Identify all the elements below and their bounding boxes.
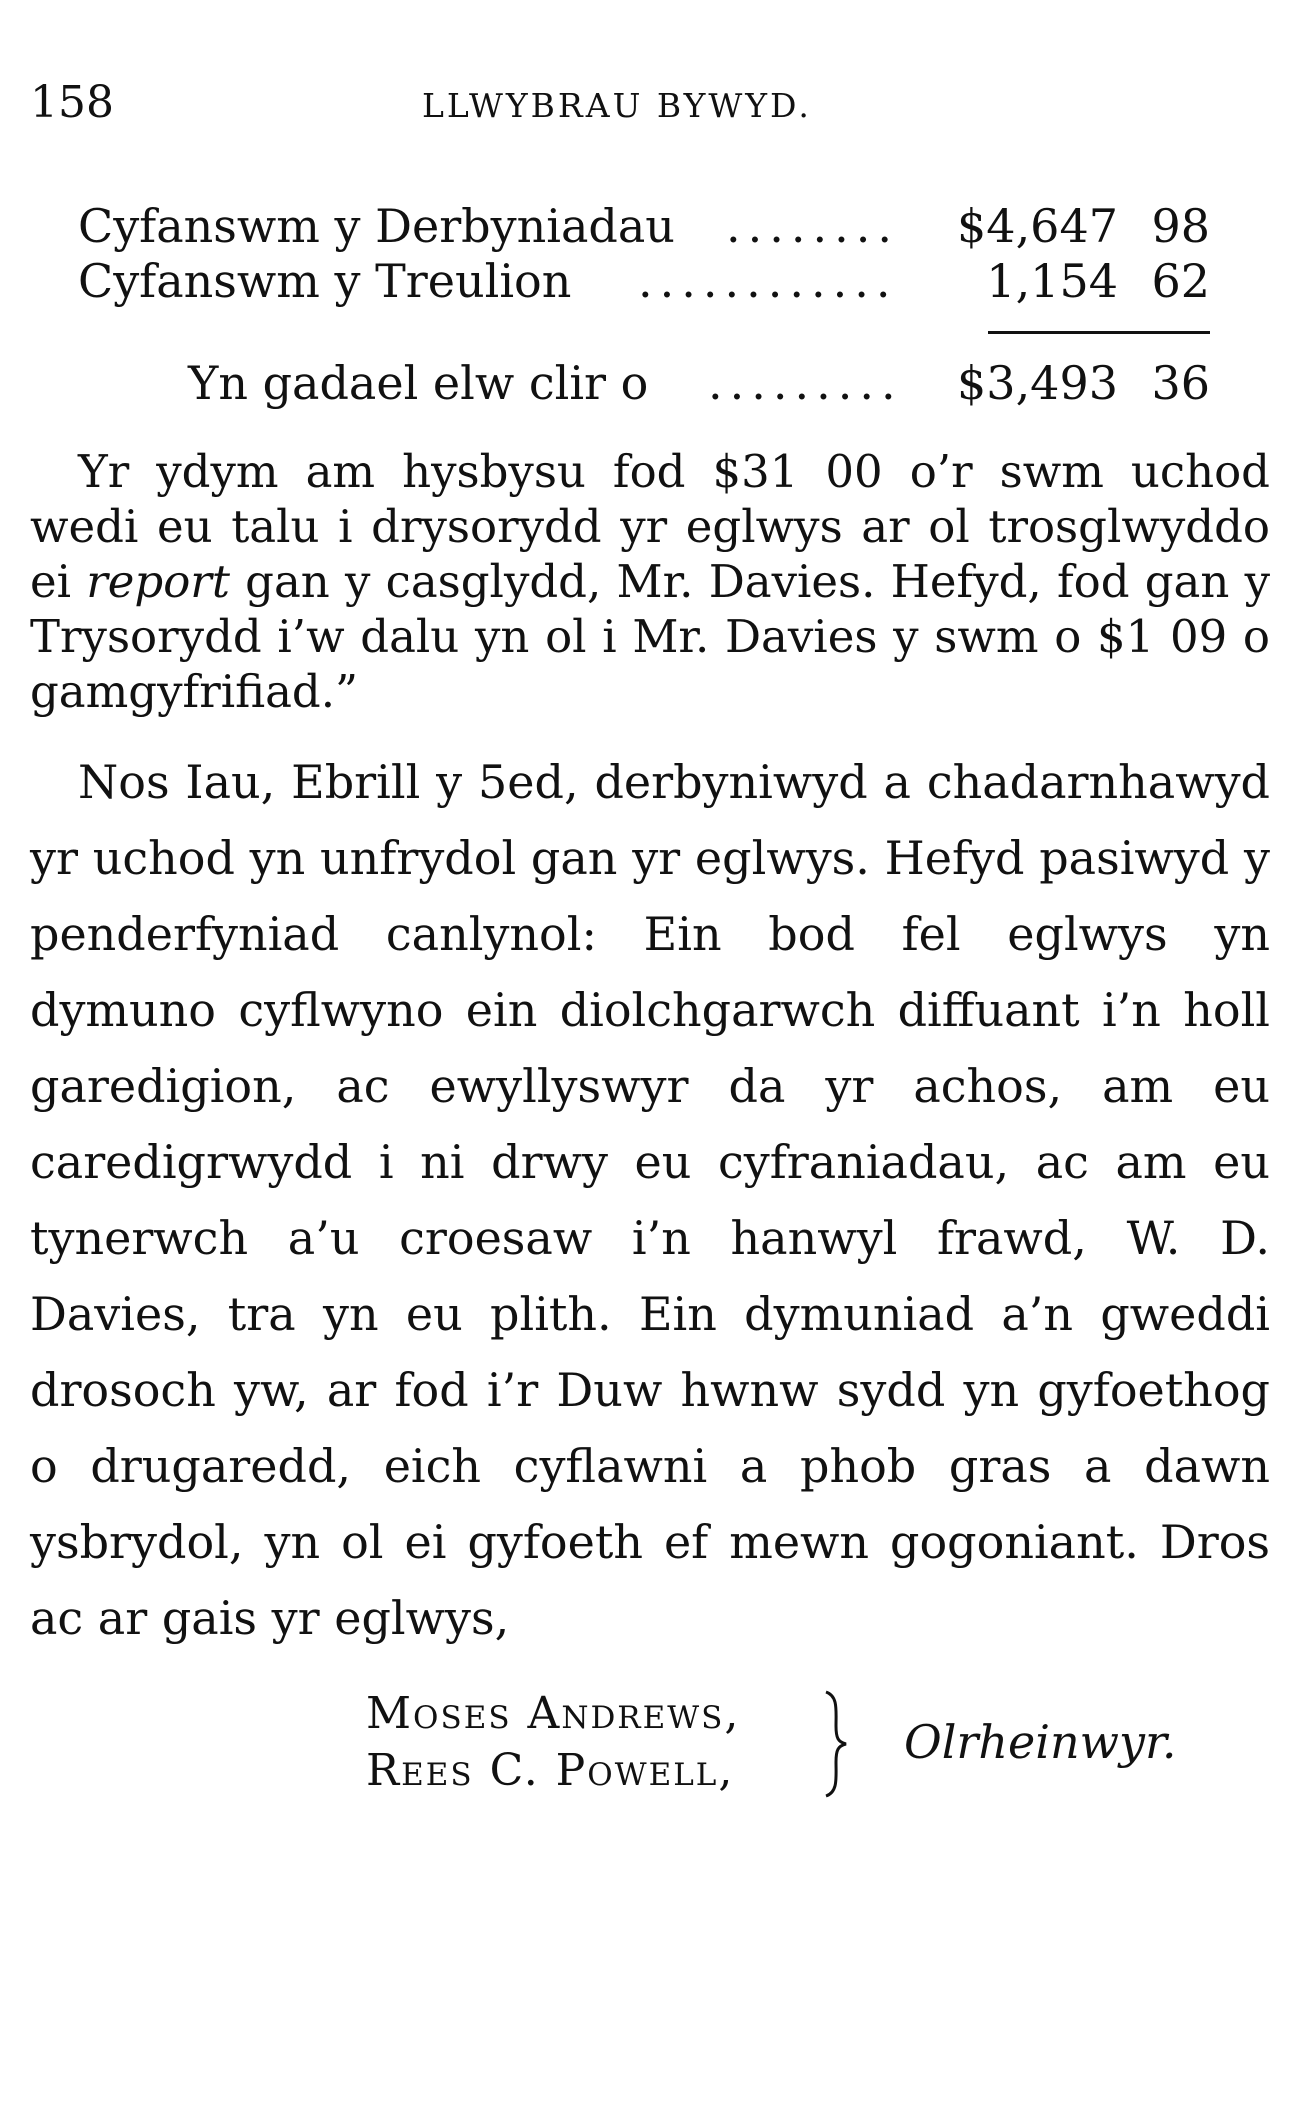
account-dollars: 1,154	[986, 254, 1118, 308]
resolution-paragraph: Nos Iau, Ebrill y 5ed, derbyniwyd a chadarnhawyd yr uchod yn unfrydol gan yr eglwys. Hefyd pasiwyd y penderfyniad canlynol: Ein bod fel eglwys yn dymuno cyflwyno ein diolchgarwch diffuant i’n holl garedigion, ac ewyllyswyr da yr achos, am eu caredigrwydd i ni drwy eu cyfraniadau, ac am eu tynerwch a’u croesaw i’n hanwyl frawd, W. D. Davies, tra yn eu plith. Ein dymuniad a’n gweddi drosoch yw, ar fod i’r Duw hwnw sydd yn gyfoethog o drugaredd, eich cyflawni a phob gras a dawn ysbrydol, yn ol ei gyfoeth ef mewn gogoniant. Dros ac ar gais yr eglwys,	[30, 755, 1270, 1645]
account-row-balance	[188, 357, 1210, 409]
notice-paragraph	[30, 444, 1270, 719]
signatory-name: Rees C. Powell,	[366, 1745, 735, 1796]
dot-leader: ........	[726, 199, 899, 253]
notice-text-after: gan y casglydd, Mr. Davies. Hefyd, fod gan y Trysorydd i’w dalu yn ol i Mr. Davies y swm o $1 09 o gamgyfrifiad.”	[30, 555, 1271, 718]
dot-leader: ............	[638, 254, 898, 308]
page-number: 158	[30, 77, 114, 128]
signature-block	[366, 1688, 1246, 1818]
account-dollars: $4,647	[957, 199, 1118, 253]
account-cents: 36	[1151, 356, 1210, 410]
signatory-name: Moses Andrews,	[366, 1688, 741, 1739]
account-row-receipts	[78, 200, 1210, 252]
signatory-office: Olrheinwyr.	[904, 1715, 1177, 1769]
account-dollars: $3,493	[957, 356, 1118, 410]
account-label: Yn gadael elw clir o	[188, 356, 649, 410]
account-label: Cyfanswm y Derbyniadau	[78, 199, 675, 253]
account-cents: 98	[1151, 199, 1210, 253]
account-cents: 62	[1151, 254, 1210, 308]
running-head: LLWYBRAU BYWYD.	[422, 86, 812, 125]
account-label: Cyfanswm y Treulion	[78, 254, 572, 308]
notice-emphasis: report	[86, 555, 230, 608]
sum-rule	[988, 331, 1210, 334]
account-row-expenses	[78, 255, 1210, 307]
notice-text-before: Yr ydym am hysbysu fod $31 00 o’r swm uchod wedi eu talu i drysorydd yr eglwys ar ol trosglwyddo ei	[30, 445, 1270, 608]
right-brace-icon	[822, 1690, 850, 1798]
dot-leader: .........	[708, 356, 903, 410]
page-header	[30, 78, 1270, 138]
